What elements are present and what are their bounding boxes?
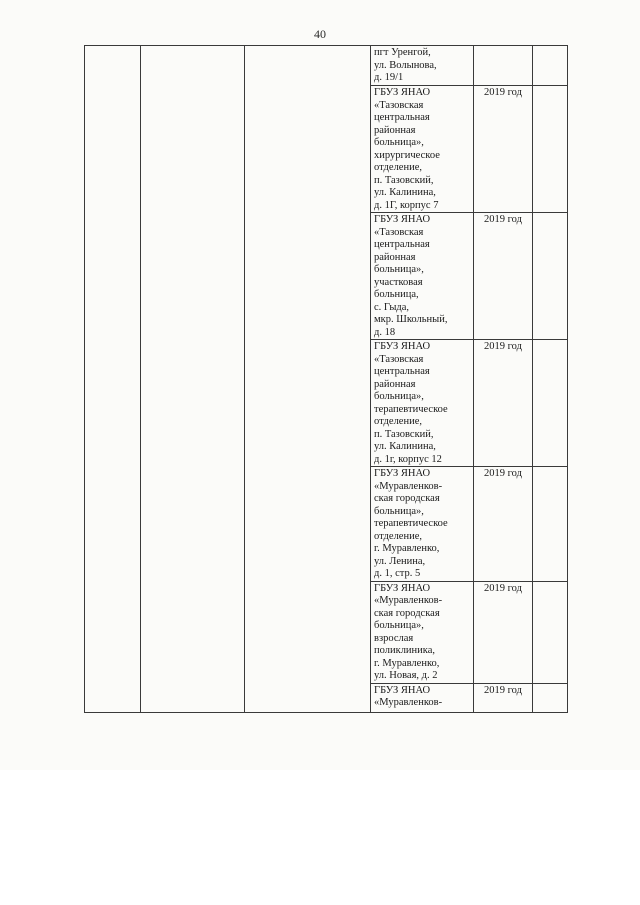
organization-text: ГБУЗ ЯНАО «Муравленков- ская городская больница», терапевтическое отделение, г. Муравленко, ул. Ленина, д. 1, стр. 5 — [374, 468, 448, 579]
organization-cell — [371, 683, 474, 712]
organization-text: пгт Уренгой, ул. Волынова, д. 19/1 — [374, 47, 437, 83]
organization-text: ГБУЗ ЯНАО «Тазовская центральная районная больница», участковая больница, с. Гыда, мкр. Школьный, д. 18 — [374, 214, 448, 338]
table-row — [85, 46, 568, 86]
page-number: 40 — [314, 27, 326, 41]
year-cell: 2019 год — [474, 581, 533, 683]
organization-cell — [371, 213, 474, 340]
organization-text: ГБУЗ ЯНАО «Тазовская центральная районная больница», хирургическое отделение, п. Тазовский, ул. Калинина, д. 1Г, корпус 7 — [374, 87, 440, 211]
organization-text: ГБУЗ ЯНАО «Муравленков- ская городская больница», взрослая поликлиника, г. Муравленко, ул. Новая, д. 2 — [374, 582, 443, 681]
cell-col2 — [141, 46, 245, 713]
cell-col6 — [533, 46, 568, 86]
year-cell: 2019 год — [474, 683, 533, 712]
cell-col3 — [245, 46, 371, 713]
organization-cell — [371, 467, 474, 582]
cell-col1 — [85, 46, 141, 713]
organization-text: ГБУЗ ЯНАО «Муравленков- — [374, 684, 443, 708]
cell-col6 — [533, 467, 568, 582]
cell-col6 — [533, 683, 568, 712]
facility-table — [84, 45, 568, 713]
cell-col6 — [533, 340, 568, 467]
cell-col6 — [533, 213, 568, 340]
year-cell: 2019 год — [474, 467, 533, 582]
cell-col6 — [533, 86, 568, 213]
organization-text: ГБУЗ ЯНАО «Тазовская центральная районная больница», терапевтическое отделение, п. Тазовский, ул. Калинина, д. 1г, корпус 12 — [374, 341, 448, 465]
organization-cell — [371, 86, 474, 213]
year-cell — [474, 46, 533, 86]
organization-cell — [371, 340, 474, 467]
organization-cell — [371, 46, 474, 86]
cell-col6 — [533, 581, 568, 683]
blank-area — [0, 770, 640, 905]
year-cell: 2019 год — [474, 340, 533, 467]
organization-cell — [371, 581, 474, 683]
year-cell: 2019 год — [474, 213, 533, 340]
year-cell: 2019 год — [474, 86, 533, 213]
